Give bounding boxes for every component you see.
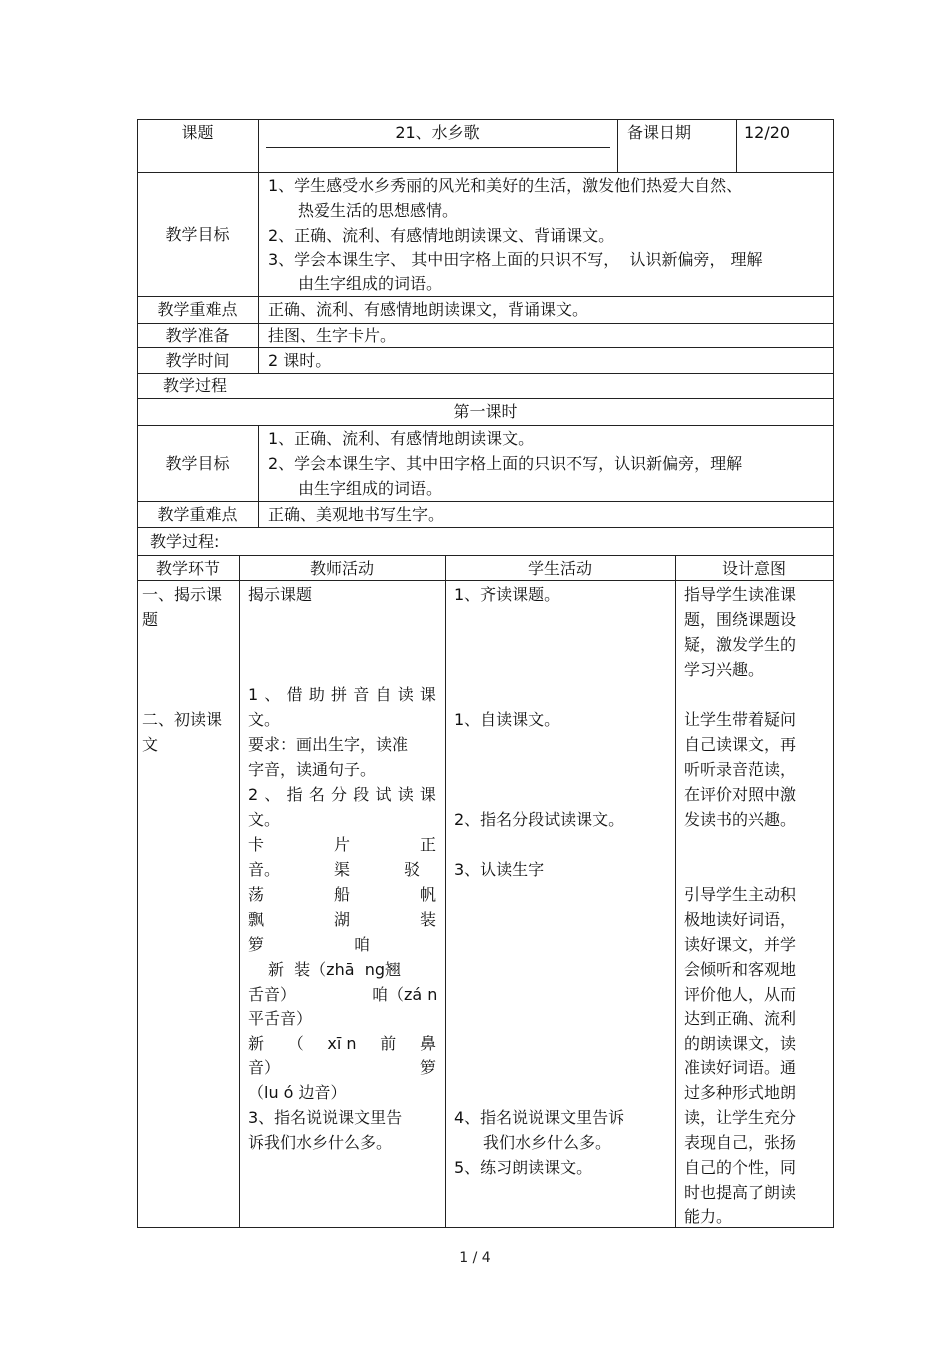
stage-item: 文 (142, 735, 159, 754)
character-row: 卡 片 正 (248, 835, 436, 854)
design-note: 表现自己，张扬 (684, 1133, 797, 1152)
student-step: 1、自读课文。 (454, 710, 561, 729)
process-label: 教学过程 (163, 376, 228, 395)
character-row: 音。 渠 驳 (248, 860, 420, 879)
student-step: 4、指名说说课文里告诉 (454, 1108, 625, 1127)
character-row: 箩 (248, 935, 265, 954)
student-step: 1、齐读课题。 (454, 585, 561, 604)
stage-item: 二、初读课 (142, 710, 223, 729)
student-step: 3、认读生字 (454, 860, 545, 879)
col-student: 学生活动 (527, 559, 592, 578)
col-design: 设计意图 (721, 559, 786, 578)
design-note: 能力。 (684, 1207, 733, 1226)
pinyin-note: 音） 箩 (248, 1058, 436, 1077)
design-note: 自己读课文，再 (684, 735, 797, 754)
lesson-title: 21、水乡歌 (395, 123, 480, 142)
pinyin-note: 新 （ xī n 前 鼻 (248, 1034, 436, 1053)
lesson1-goal-line: 1、正确、流利、有感情地朗读课文。 (268, 429, 535, 448)
teacher-step: 揭示课题 (248, 585, 313, 604)
key-points-value: 正确、流利、有感情地朗读课文，背诵课文。 (268, 300, 589, 319)
character-row: 荡 船 帆 (248, 885, 436, 904)
design-note: 疑，激发学生的 (684, 635, 797, 654)
title-label: 课题 (181, 123, 214, 142)
pinyin-note: 新 装（zhā ng翘 (268, 960, 401, 979)
design-note: 读，让学生充分 (684, 1108, 797, 1127)
design-note: 发读书的兴趣。 (684, 810, 797, 829)
teacher-step: 要求：画出生字，读准 (248, 735, 409, 754)
goal-line: 热爱生活的思想感情。 (298, 201, 459, 220)
design-note: 听听录音范读， (684, 760, 797, 779)
design-note: 让学生带着疑问 (684, 710, 797, 729)
lesson1-process-label: 教学过程: (150, 532, 220, 551)
page-number: 1 / 4 (459, 1250, 491, 1266)
goals-label: 教学目标 (165, 225, 230, 244)
design-note: 准读好词语。通 (684, 1058, 797, 1077)
lesson1-goal-line: 2、学会本课生字、其中田字格上面的只识不写，认识新偏旁，理解 (268, 454, 743, 473)
key-points-label: 教学重难点 (157, 300, 238, 319)
design-note: 在评价对照中激 (684, 785, 797, 804)
goal-line: 2、正确、流利、有感情地朗读课文、背诵课文。 (268, 226, 615, 245)
design-note: 会倾听和客观地 (684, 960, 797, 979)
design-note: 过多种形式地朗 (684, 1083, 797, 1102)
prep-date-label: 备课日期 (627, 123, 692, 142)
teacher-step: 3、指名说说课文里告 (248, 1108, 403, 1127)
teacher-step: 1 、 借 助 拼 音 自 读 课 (248, 685, 436, 704)
goal-line: 3、学会本课生字、 其中田字格上面的只识不写， 认识新偏旁， 理解 (268, 250, 763, 269)
design-note: 时也提高了朗读 (684, 1183, 797, 1202)
character-row: 飘 湖 装 (248, 910, 436, 929)
col-teacher: 教师活动 (309, 559, 374, 578)
teacher-step: 文。 (248, 810, 281, 829)
preparation-value: 挂图、生字卡片。 (268, 326, 397, 345)
student-step: 我们水乡什么多。 (483, 1133, 612, 1152)
lesson1-title: 第一课时 (453, 402, 518, 421)
student-step: 5、练习朗读课文。 (454, 1158, 593, 1177)
design-note: 极地读好词语， (684, 910, 797, 929)
goal-line: 由生字组成的词语。 (298, 274, 443, 293)
design-note: 题，围绕课题设 (684, 610, 797, 629)
design-note: 评价他人，从而 (684, 985, 797, 1004)
pinyin-note: 舌音） (248, 985, 297, 1004)
stage-item: 题 (142, 610, 159, 629)
pinyin-note: 咱（zá n (372, 985, 438, 1004)
prep-date-value: 12/20 (744, 123, 791, 142)
lesson1-goals-label: 教学目标 (165, 454, 230, 473)
teacher-step: 诉我们水乡什么多。 (248, 1133, 393, 1152)
goal-line: 1、学生感受水乡秀丽的风光和美好的生活，激发他们热爱大自然、 (268, 176, 743, 195)
design-note: 指导学生读准课 (684, 585, 797, 604)
design-note: 达到正确、流利 (684, 1009, 797, 1028)
lesson1-key-label: 教学重难点 (157, 505, 238, 524)
student-step: 2、指名分段试读课文。 (454, 810, 625, 829)
pinyin-note: （lu ó 边音） (248, 1083, 347, 1102)
design-note: 引导学生主动积 (684, 885, 797, 904)
design-note: 的朗读课文，读 (684, 1034, 797, 1053)
time-label: 教学时间 (165, 351, 230, 370)
time-value: 2 课时。 (268, 351, 332, 370)
col-stage: 教学环节 (155, 559, 220, 578)
design-note: 读好课文，并学 (684, 935, 797, 954)
character-row: 咱 (354, 935, 371, 954)
teacher-step: 字音，读通句子。 (248, 760, 377, 779)
lesson1-key-value: 正确、美观地书写生字。 (268, 505, 445, 524)
pinyin-note: 平舌音） (248, 1009, 313, 1028)
design-note: 学习兴趣。 (684, 660, 765, 679)
preparation-label: 教学准备 (165, 326, 230, 345)
stage-item: 一、揭示课 (142, 585, 223, 604)
design-note: 自己的个性，同 (684, 1158, 797, 1177)
teacher-step: 文。 (248, 710, 281, 729)
teacher-step: 2 、 指 名 分 段 试 读 课 (248, 785, 436, 804)
lesson1-goal-line: 由生字组成的词语。 (298, 479, 443, 498)
